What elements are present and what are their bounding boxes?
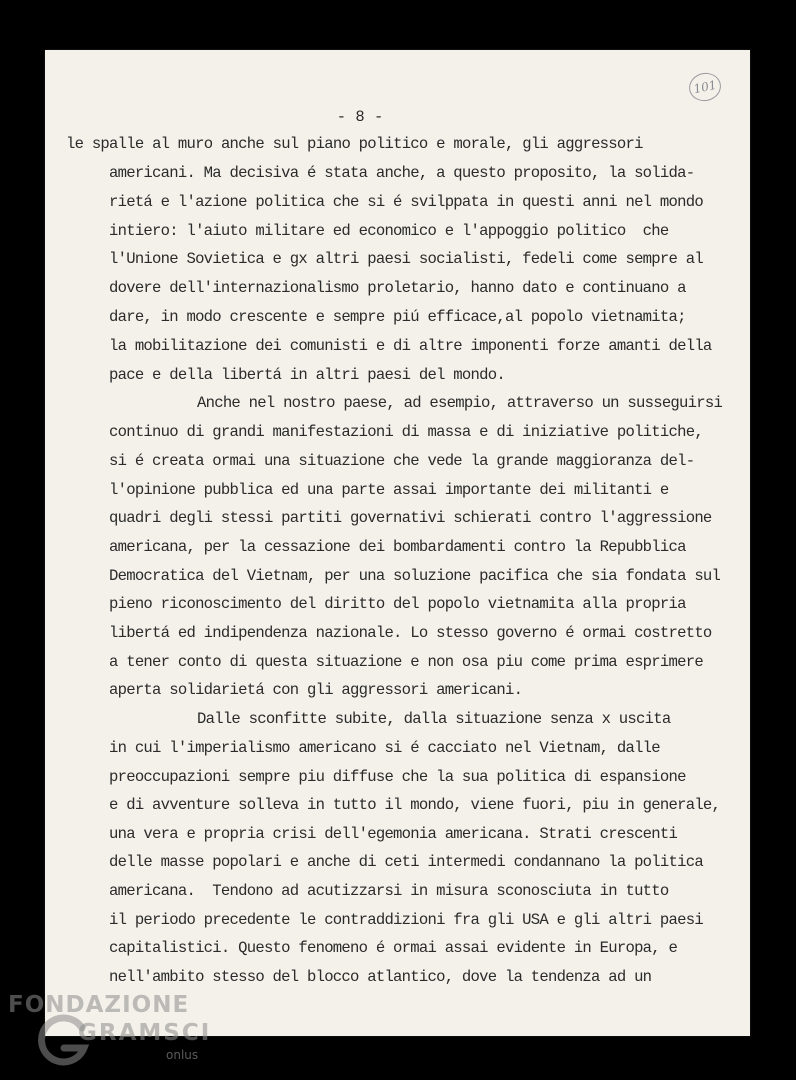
text-line: le spalle al muro anche sul piano politico e morale, gli aggressori	[66, 135, 643, 153]
text-line: libertá ed indipendenza nazionale. Lo stesso governo é ormai costretto	[109, 624, 712, 642]
text-line: a tener conto di questa situazione e non osa piu come prima esprimere	[109, 653, 703, 671]
text-line: continuo di grandi manifestazioni di massa e di iniziative politiche,	[109, 423, 703, 441]
text-line: Democratica del Vietnam, per una soluzione pacifica che sia fondata sul	[109, 567, 721, 585]
text-line: delle masse popolari e anche di ceti intermedi condannano la politica	[109, 853, 703, 871]
text-line: americana. Tendono ad acutizzarsi in misura sconosciuta in tutto	[109, 882, 669, 900]
text-line: dovere dell'internazionalismo proletario, hanno dato e continuano a	[109, 279, 686, 297]
watermark-title: FONDAZIONE	[8, 992, 190, 1018]
text-line: americani. Ma decisiva é stata anche, a questo proposito, la solida-	[109, 164, 695, 182]
text-line: la mobilitazione dei comunisti e di altre imponenti forze amanti della	[109, 337, 712, 355]
text-line: e di avventure solleva in tutto il mondo, viene fuori, piu in generale,	[109, 796, 721, 814]
text-line: si é creata ormai una situazione che vede la grande maggioranza del-	[109, 452, 695, 470]
text-line: l'opinione pubblica ed una parte assai importante dei militanti e	[109, 481, 669, 499]
text-line: il periodo precedente le contraddizioni fra gli USA e gli altri paesi	[109, 911, 703, 929]
text-line: quadri degli stessi partiti governativi schierati contro l'aggressione	[109, 509, 712, 527]
text-line: pace e della libertá in altri paesi del mondo.	[109, 366, 505, 384]
text-line: l'Unione Sovietica e gx altri paesi socialisti, fedeli come sempre al	[109, 250, 703, 268]
text-line: dare, in modo crescente e sempre piú efficace,al popolo vietnamita;	[109, 308, 686, 326]
text-line: Anche nel nostro paese, ad esempio, attraverso un susseguirsi	[197, 394, 723, 412]
text-line: in cui l'imperialismo americano si é cacciato nel Vietnam, dalle	[109, 739, 660, 757]
text-line: intiero: l'aiuto militare ed economico e l'appoggio politico che	[109, 222, 669, 240]
text-line: capitalistici. Questo fenomeno é ormai assai evidente in Europa, e	[109, 939, 678, 957]
text-line: americana, per la cessazione dei bombardamenti contro la Repubblica	[109, 538, 686, 556]
watermark-subtitle: GRAMSCI	[78, 1020, 212, 1046]
watermark-onlus: onlus	[166, 1048, 199, 1062]
text-line: una vera e propria crisi dell'egemonia americana. Strati crescenti	[109, 825, 678, 843]
text-line: rietá e l'azione politica che si é svilppata in questi anni nel mondo	[109, 193, 703, 211]
folio-stamp: 101	[686, 70, 723, 104]
page-number: - 8 -	[336, 108, 384, 126]
text-line: preoccupazioni sempre piu diffuse che la sua politica di espansione	[109, 768, 686, 786]
text-line: pieno riconoscimento del diritto del popolo vietnamita alla propria	[109, 595, 686, 613]
text-line: Dalle sconfitte subite, dalla situazione senza x uscita	[197, 710, 671, 728]
text-line: aperta solidarietá con gli aggressori americani.	[109, 681, 523, 699]
text-line: nell'ambito stesso del blocco atlantico, dove la tendenza ad un	[109, 968, 652, 986]
